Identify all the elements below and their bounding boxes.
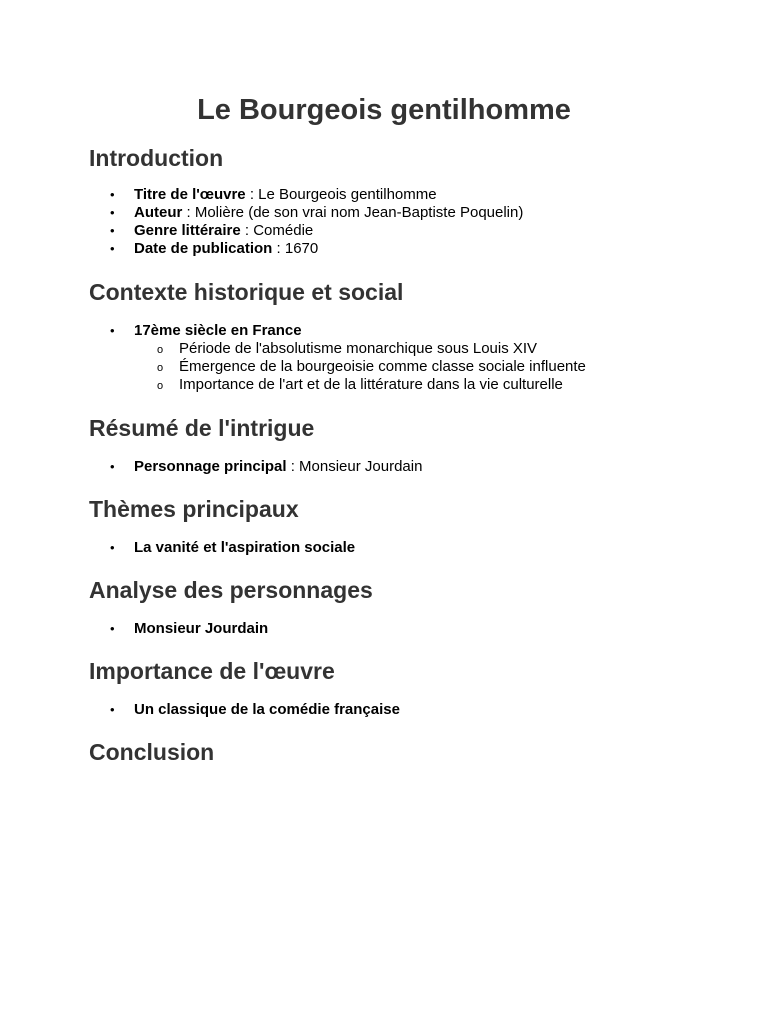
item-label: Monsieur Jourdain: [134, 620, 269, 637]
heading-importance: Importance de l'œuvre: [89, 658, 335, 684]
importance-list: [89, 701, 679, 719]
list-item-date: [89, 240, 679, 258]
heading-themes: Thèmes principaux: [89, 496, 299, 522]
item-label: Genre littéraire: [134, 222, 241, 239]
item-value: : 1670: [272, 240, 319, 257]
list-item-siecle: [89, 322, 679, 394]
item-value: : Molière (de son vrai nom Jean-Baptiste Poquelin): [182, 204, 524, 221]
heading-contexte: Contexte historique et social: [89, 279, 404, 305]
sub-item-absolutisme: o Période de l'absolutisme monarchique sous Louis XIV: [134, 340, 679, 358]
list-item-vanite: [89, 539, 679, 557]
item-label: Auteur: [134, 204, 183, 221]
item-label: Titre de l'œuvre: [134, 186, 246, 203]
heading-introduction: Introduction: [89, 145, 224, 171]
list-item-jourdain: [89, 620, 679, 638]
heading-resume: Résumé de l'intrigue: [89, 415, 315, 441]
sub-item-bourgeoisie: o Émergence de la bourgeoisie comme classe sociale influente: [134, 358, 679, 376]
item-label: Personnage principal: [134, 458, 287, 475]
themes-list: [89, 539, 679, 557]
item-label: 17ème siècle en France: [134, 322, 302, 339]
list-item-classique: [89, 701, 679, 719]
introduction-list: [89, 186, 679, 258]
contexte-sub-list: [134, 340, 679, 394]
item-label: Date de publication: [134, 240, 273, 257]
contexte-list: [89, 322, 679, 394]
document-title: Le Bourgeois gentilhomme: [197, 94, 571, 126]
item-value: : Monsieur Jourdain: [286, 458, 423, 475]
sub-item-art: o Importance de l'art et de la littérature dans la vie culturelle: [134, 376, 679, 394]
list-item-personnage: [89, 458, 679, 476]
item-value: : Comédie: [240, 222, 314, 239]
item-label: Un classique de la comédie française: [134, 701, 400, 718]
item-label: La vanité et l'aspiration sociale: [134, 539, 356, 556]
list-item-genre: [89, 222, 679, 240]
heading-analyse: Analyse des personnages: [89, 577, 373, 603]
analyse-list: [89, 620, 679, 638]
resume-list: [89, 458, 679, 476]
list-item-titre: [89, 186, 679, 204]
heading-conclusion: Conclusion: [89, 739, 215, 765]
item-value: : Le Bourgeois gentilhomme: [245, 186, 437, 203]
list-item-auteur: [89, 204, 679, 222]
